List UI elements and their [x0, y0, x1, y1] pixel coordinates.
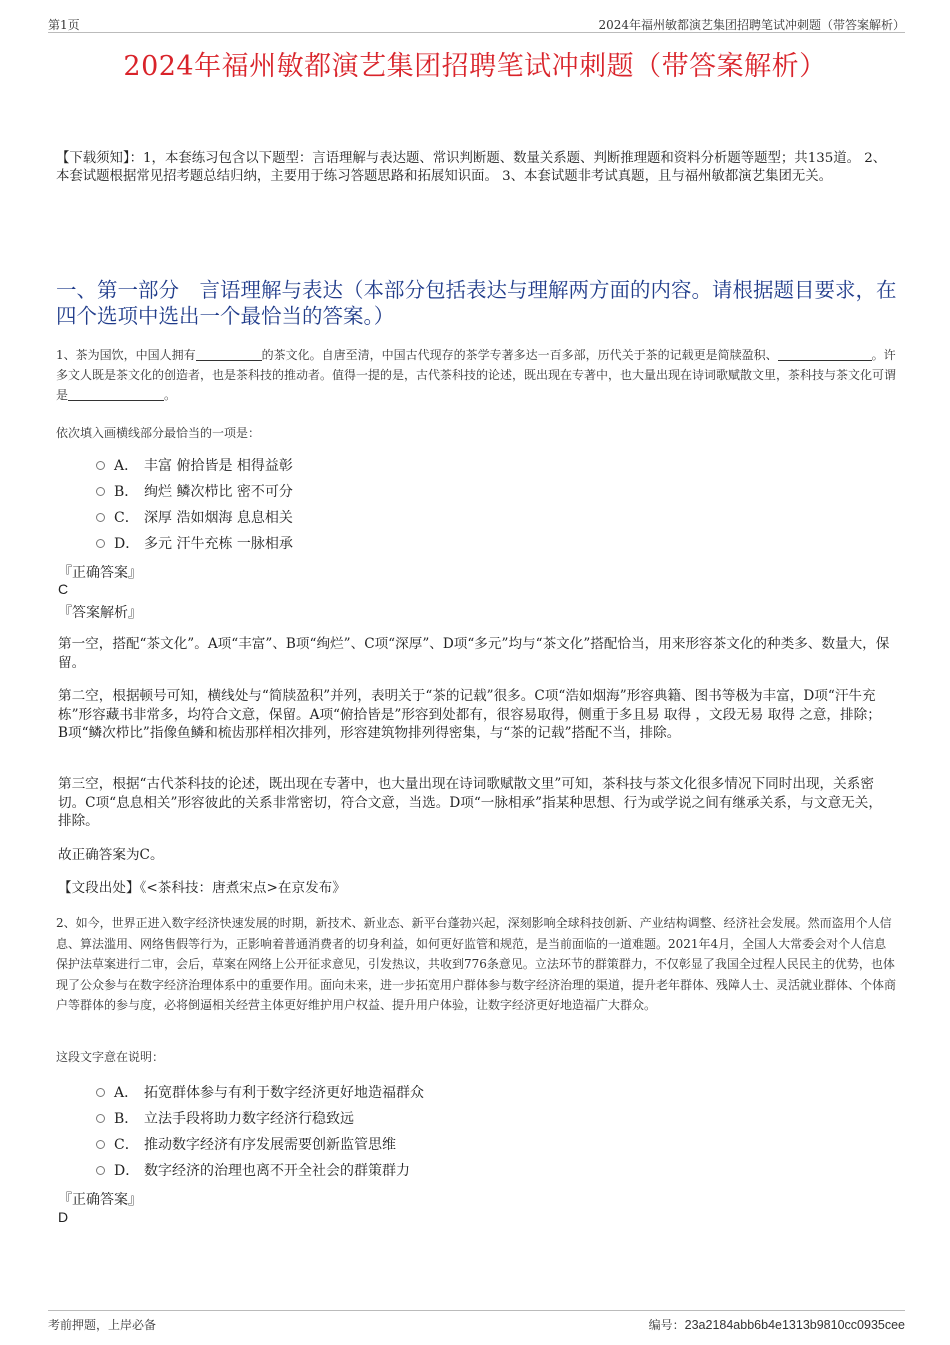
q2-prompt: 这段文字意在说明：: [56, 1050, 165, 1064]
q1-blank-3: [68, 386, 164, 401]
q1-answer-label: 『正确答案』: [58, 565, 142, 581]
q2-option-b[interactable]: B． 立法手段将助力数字经济行稳致远: [96, 1109, 354, 1129]
radio-icon[interactable]: [96, 1088, 105, 1097]
radio-icon[interactable]: [96, 513, 105, 522]
q1-option-a[interactable]: A． 丰富 俯拾皆是 相得益彰: [96, 456, 293, 476]
q2-option-a[interactable]: A． 拓宽群体参与有利于数字经济更好地造福群众: [96, 1083, 424, 1103]
q1-option-d[interactable]: D． 多元 汗牛充栋 一脉相承: [96, 534, 293, 554]
q1-analysis-4: 故正确答案为C。: [58, 847, 164, 863]
page-number: 第1页: [48, 18, 80, 32]
q1-part-4: 。: [164, 388, 177, 402]
q1-analysis-2: 第二空，根据顿号可知，横线处与“简牍盈积”并列，表明关于“茶的记载”很多。C项“浩如烟海”形容典籍、图书等极为丰富，D项“汗牛充栋”形容藏书非常多，均符合文意，保留。A项“俯拾皆是”形容到处都有，很容易取得，侧重于多且易 取得 ，文段无易 取得 之意，排除；B项“鳞次栉比”指像鱼鳞和梳齿那样相次排列，形容建筑物排列得密集，与“茶的记载”搭配不当，排除。: [58, 688, 881, 741]
q1-analysis-3: 第三空，根据“古代茶科技的论述，既出现在专著中，也大量出现在诗词歌赋散文里”可知，茶科技与茶文化很多情况下同时出现，关系密切。C项“息息相关”形容彼此的关系非常密切，符合文意，当选。D项“一脉相承”指某种思想、行为或学说之间有继承关系，与文意无关，排除。: [58, 776, 882, 829]
question-2-text: 2、如今，世界正进入数字经济快速发展的时期，新技术、新业态、新平台蓬勃兴起，深刻影响全球科技创新、产业结构调整、经济社会发展。然而盗用个人信息、算法滥用、网络售假等行为，正影响着普通消费者的切身利益，如何更好监管和规范，是当前面临的一道难题。2021年4月，全国人大常委会对个人信息保护法草案进行二审，会后，草案在网络上公开征求意见，引发热议，共收到776条意见。立法环节的群策群力，不仅彰显了我国全过程人民民主的优势，也体现了公众参与在数字经济治理体系中的重要作用。面向未来，进一步拓宽用户群体参与数字经济治理的渠道，提升老年群体、残障人士、灵活就业群体、个体商户等群体的参与度，必将倒逼相关经营主体更好维护用户权益、提升用户体验，让数字经济更好地造福广大群众。: [56, 916, 897, 1012]
footer-slogan: 考前押题，上岸必备: [48, 1318, 157, 1332]
q1-analysis-label: 『答案解析』: [58, 605, 142, 621]
q1-part-2: 的茶文化。自唐至清，中国古代现存的茶学专著多达一百多部，历代关于茶的记载更是简牍盈积、: [261, 348, 778, 362]
download-notice: 【下载须知】：1，本套练习包含以下题型：言语理解与表达题、常识判断题、数量关系题、判断推理题和资料分析题等题型；共135道。 2、本套试题根据常见招考题总结归纳，主要用于练习答题思路和拓展知识面。 3、本套试题非考试真题，且与福州敏都演艺集团无关。: [56, 151, 887, 184]
radio-icon[interactable]: [96, 539, 105, 548]
page-header: [48, 14, 905, 33]
q2-option-d[interactable]: D． 数字经济的治理也离不开全社会的群策群力: [96, 1161, 410, 1181]
question-1-text: [56, 345, 898, 405]
q2-answer: D: [58, 1209, 69, 1225]
q2-option-c[interactable]: C． 推动数字经济有序发展需要创新监管思维: [96, 1135, 396, 1155]
q1-option-c[interactable]: C． 深厚 浩如烟海 息息相关: [96, 508, 293, 528]
page-footer: [48, 1310, 905, 1331]
q1-answer: C: [58, 581, 69, 597]
q1-part-1: 1、茶为国饮，中国人拥有: [56, 348, 196, 362]
q1-analysis-1: 第一空，搭配“茶文化”。A项“丰富”、B项“绚烂”、C项“深厚”、D项“多元”均与“茶文化”搭配恰当，用来形容茶文化的种类多、数量大，保留。: [58, 636, 890, 671]
q1-source: 【文段出处】《<茶科技：唐煮宋点>在京发布》: [58, 880, 346, 896]
q1-option-b[interactable]: B． 绚烂 鳞次栉比 密不可分: [96, 482, 293, 502]
radio-icon[interactable]: [96, 1114, 105, 1123]
q2-answer-label: 『正确答案』: [58, 1192, 142, 1208]
q1-prompt: 依次填入画横线部分最恰当的一项是：: [56, 426, 261, 440]
page-title: 2024年福州敏都演艺集团招聘笔试冲刺题（带答案解析）: [123, 51, 827, 82]
radio-icon[interactable]: [96, 487, 105, 496]
header-doc-title: 2024年福州敏都演艺集团招聘笔试冲刺题（带答案解析）: [598, 18, 905, 32]
radio-icon[interactable]: [96, 1166, 105, 1175]
q1-part-3: 。许多文人既是茶文化的创造者，也是茶科技的推动者。值得一提的是，古代茶科技的论述，既出现在专著中，也大量出现在诗词歌赋散文里，茶科技与茶文化可谓是: [56, 348, 897, 402]
q1-blank-2: [778, 346, 872, 361]
radio-icon[interactable]: [96, 461, 105, 470]
section-heading: 一、第一部分 言语理解与表达（本部分包括表达与理解两方面的内容。请根据题目要求，在四个选项中选出一个最恰当的答案。）: [56, 278, 897, 328]
q1-blank-1: [196, 346, 262, 361]
radio-icon[interactable]: [96, 1140, 105, 1149]
footer-code: 编号：23a2184abb6b4e1313b9810cc0935cee: [648, 1318, 905, 1332]
